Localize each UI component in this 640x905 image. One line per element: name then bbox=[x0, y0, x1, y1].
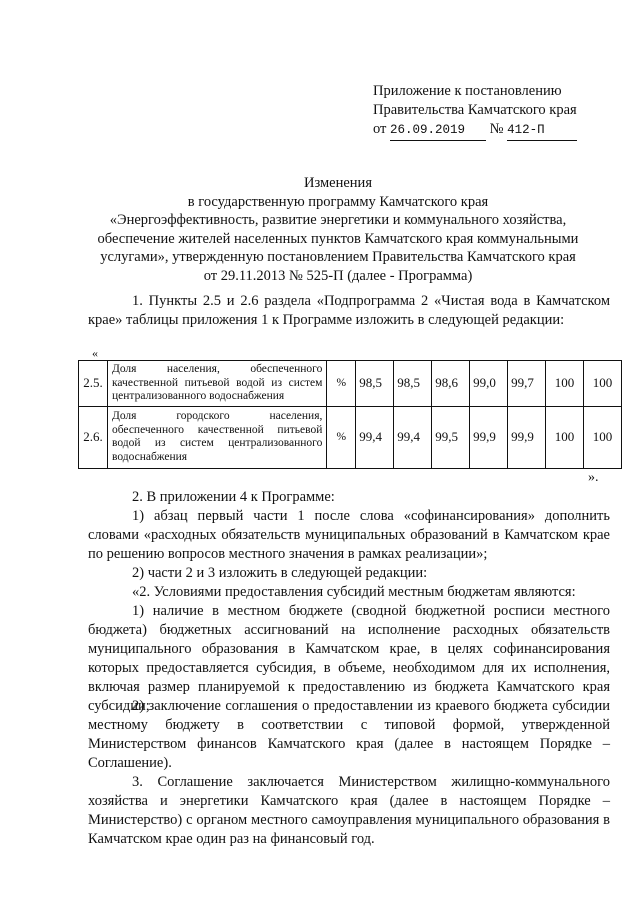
value-cell: 98,6 bbox=[432, 361, 470, 407]
indicators-table bbox=[78, 360, 622, 469]
header-line-2: Правительства Камчатского края bbox=[373, 102, 577, 118]
title-line-1: Изменения bbox=[304, 175, 372, 191]
quote-close: ». bbox=[588, 470, 599, 485]
decree-date bbox=[390, 121, 486, 141]
value-cell: 99,9 bbox=[470, 406, 508, 468]
value-cell: 100 bbox=[546, 361, 584, 407]
paragraph-3: 1) абзац первый части 1 после слова «софинансирования» дополнить словами «расходных обязательств муниципальных образований в Камчатском крае по решению вопросов местного значения в рамках реализации»; bbox=[88, 508, 610, 562]
row-number: 2.6. bbox=[79, 406, 108, 468]
appendix-header bbox=[373, 82, 623, 141]
value-cell: 99,4 bbox=[394, 406, 432, 468]
value-cell: 100 bbox=[584, 406, 622, 468]
indicator-unit: % bbox=[327, 361, 356, 407]
value-cell: 98,5 bbox=[356, 361, 394, 407]
paragraph-7: 2) заключение соглашения о предоставлении из краевого бюджета субсидии местному бюджету в соответствии с типовой формой, утвержденной Министерством финансов Камчатского края (далее в настоящем Порядке – Соглашение). bbox=[88, 698, 610, 771]
title-line-4: обеспечение жителей населенных пунктов Камчатского края коммунальными bbox=[97, 230, 579, 247]
paragraph-4: 2) части 2 и 3 изложить в следующей редакции: bbox=[132, 565, 428, 581]
paragraph-8: 3. Соглашение заключается Министерством жилищно-коммунального хозяйства и энергетики Камчатского края (далее в настоящем Порядке – Министерство) с органом местного самоуправления муниципального образования в Камчатском крае один раз на финансовый год. bbox=[88, 774, 610, 847]
decree-number bbox=[507, 121, 577, 141]
paragraph-1: 1. Пункты 2.5 и 2.6 раздела «Подпрограмма 2 «Чистая вода в Камчатском крае» таблицы приложения 1 к Программе изложить в следующей редакции: bbox=[88, 293, 610, 328]
header-date-line bbox=[373, 120, 623, 141]
value-cell: 99,9 bbox=[508, 406, 546, 468]
value-cell: 98,5 bbox=[394, 361, 432, 407]
title-line-5: услугами», утвержденную постановлением Правительства Камчатского края bbox=[100, 249, 576, 265]
value-cell: 99,0 bbox=[470, 361, 508, 407]
indicator-name: Доля населения, обеспеченного качественной питьевой водой из систем централизованного водоснабжения bbox=[107, 361, 326, 407]
number-prefix: № bbox=[489, 121, 504, 137]
title-line-6: от 29.11.2013 № 525-П (далее - Программа) bbox=[203, 267, 473, 284]
date-prefix: от bbox=[373, 121, 387, 137]
quote-open: « bbox=[92, 346, 98, 360]
row-number: 2.5. bbox=[79, 361, 108, 407]
paragraph-5: «2. Условиями предоставления субсидий местным бюджетам являются: bbox=[132, 584, 576, 600]
value-cell: 100 bbox=[584, 361, 622, 407]
title-line-3: «Энергоэффективность, развитие энергетики и коммунального хозяйства, bbox=[109, 212, 567, 228]
header-line-1: Приложение к постановлению bbox=[373, 83, 562, 99]
paragraph-2: 2. В приложении 4 к Программе: bbox=[132, 489, 335, 505]
table-row bbox=[79, 406, 622, 468]
table-row bbox=[79, 361, 622, 407]
value-cell: 99,4 bbox=[356, 406, 394, 468]
document-title bbox=[78, 174, 598, 285]
title-line-2: в государственную программу Камчатского края bbox=[187, 193, 489, 210]
value-cell: 99,7 bbox=[508, 361, 546, 407]
indicator-unit: % bbox=[327, 406, 356, 468]
value-cell: 99,5 bbox=[432, 406, 470, 468]
value-cell: 100 bbox=[546, 406, 584, 468]
indicator-name: Доля городского населения, обеспеченного качественной питьевой водой из систем централизованного водоснабжения bbox=[107, 406, 326, 468]
decree-date-text: 26.09.2019 bbox=[390, 123, 466, 137]
paragraph-6: 1) наличие в местном бюджете (сводной бюджетной росписи местного бюджета) бюджетных ассигнований на исполнение расходных обязательств муниципального образования в Камчатском крае, в целях софинансирования которых предоставляется субсидия, в объеме, необходимом для их исполнения, включая размер планируемой к предоставлению из бюджета Камчатского края субсидии; bbox=[88, 603, 610, 714]
decree-number-text: 412-П bbox=[507, 123, 545, 137]
